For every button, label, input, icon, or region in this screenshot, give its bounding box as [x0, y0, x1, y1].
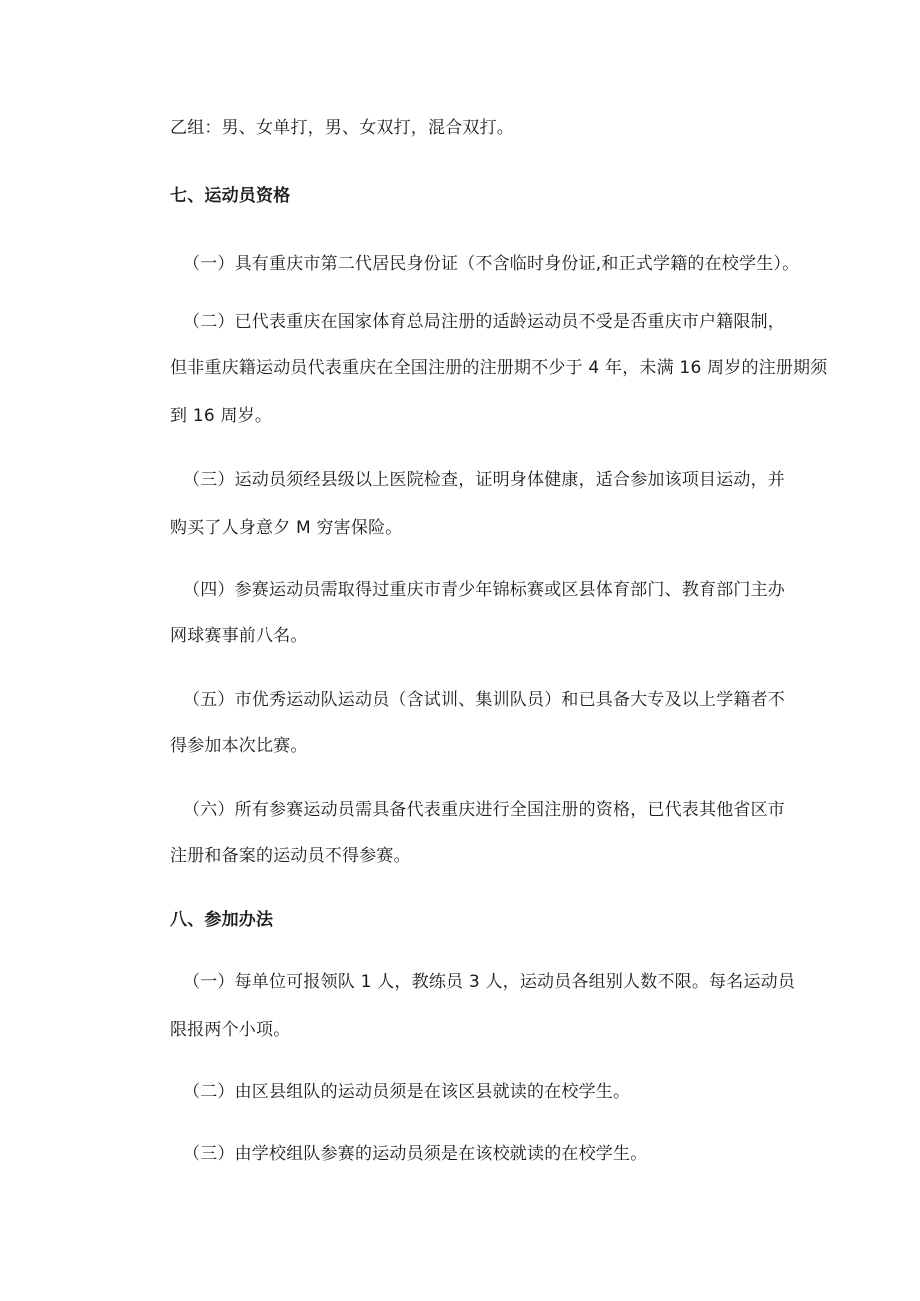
- section-7-item-6-line-1: （六）所有参赛运动员需具备代表重庆进行全国注册的资格，已代表其他省区市: [183, 800, 785, 820]
- section-8-item-1-line-1: （一）每单位可报领队 1 人，教练员 3 人，运动员各组别人数不限。每名运动员: [183, 972, 796, 992]
- section-7-item-1: （一）具有重庆市第二代居民身份证（不含临时身份证,和正式学籍的在校学生）。: [183, 254, 800, 274]
- section-7-item-5-line-2: 得参加本次比赛。: [170, 736, 308, 756]
- section-7-heading: 七、运动员资格: [170, 186, 291, 206]
- group-b-events: 乙组：男、女单打，男、女双打，混合双打。: [170, 118, 514, 138]
- section-7-item-3-line-1: （三）运动员须经县级以上医院检查，证明身体健康，适合参加该项目运动，并: [183, 470, 785, 490]
- section-7-item-3-line-2: 购买了人身意夕 M 穷害保险。: [170, 518, 403, 538]
- section-7-item-2-line-2: 但非重庆籍运动员代表重庆在全国注册的注册期不少于 4 年，未满 16 周岁的注册期须: [170, 358, 828, 378]
- section-7-item-2-line-3: 到 16 周岁。: [170, 406, 273, 426]
- section-7-item-4-line-1: （四）参赛运动员需取得过重庆市青少年锦标赛或区县体育部门、教育部门主办: [183, 580, 785, 600]
- section-8-item-1-line-2: 限报两个小项。: [170, 1020, 291, 1040]
- section-7-item-5-line-1: （五）市优秀运动队运动员（含试训、集训队员）和已具备大专及以上学籍者不: [183, 690, 785, 710]
- section-8-heading: 八、参加办法: [170, 910, 274, 930]
- section-7-item-2-line-1: （二）已代表重庆在国家体育总局注册的适龄运动员不受是否重庆市户籍限制，: [183, 312, 785, 332]
- section-7-item-4-line-2: 网球赛事前八名。: [170, 626, 308, 646]
- section-8-item-2: （二）由区县组队的运动员须是在该区县就读的在校学生。: [183, 1082, 631, 1102]
- section-7-item-6-line-2: 注册和备案的运动员不得参赛。: [170, 846, 411, 866]
- section-8-item-3: （三）由学校组队参赛的运动员须是在该校就读的在校学生。: [183, 1144, 648, 1164]
